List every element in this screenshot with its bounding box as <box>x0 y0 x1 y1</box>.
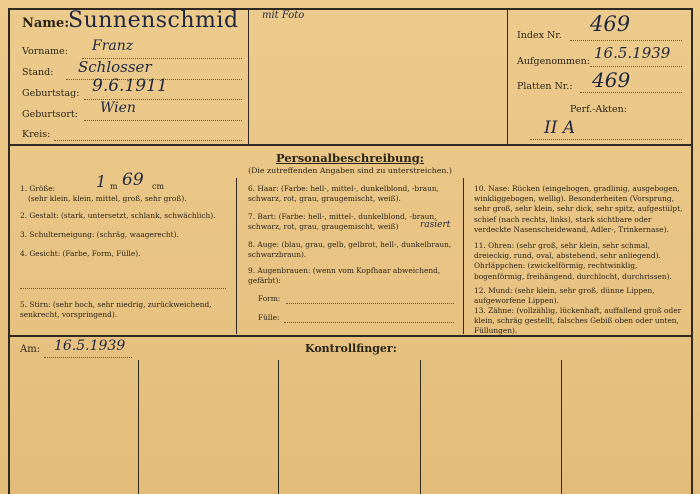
am-label: Am: <box>20 344 41 355</box>
header-divider-2 <box>507 8 508 145</box>
gesicht-item: 4. Gesicht: (Farbe, Form, Fülle). <box>20 249 141 258</box>
am-dots <box>44 357 132 358</box>
platten-label: Platten Nr.: <box>517 81 573 92</box>
kontrollfinger-label: Kontrollfinger: <box>305 342 397 355</box>
size-meter-unit: m <box>110 182 118 191</box>
ohren-item: 11. Ohren: (sehr groß, sehr klein, sehr schmal, dreieckig, rund, oval, abstehend, sehr anliegend). Ohrläppchen: (zwickelförmig, rechtwinklig, bogenförmig, freihängend, durchlocht, durchrissen). <box>474 241 672 281</box>
platten-value: 469 <box>592 68 631 92</box>
bart-note: rasiert <box>420 220 451 230</box>
finger-box-divider-1 <box>138 360 139 494</box>
geburtsort-value: Wien <box>100 100 136 116</box>
aufgenommen-value: 16.5.1939 <box>594 44 671 62</box>
mund-item: 12. Mund: (sehr klein, sehr groß, dünne Lippen, aufgeworfene Lippen). <box>474 286 655 306</box>
personal-title: Personalbeschreibung: <box>275 151 425 165</box>
fulle-dots <box>284 322 454 323</box>
aufgenommen-label: Aufgenommen: <box>517 56 590 67</box>
aufgenommen-dots <box>590 66 682 67</box>
personal-subtitle: (Die zutreffenden Angaben sind zu unterstreichen.) <box>248 166 452 175</box>
name-note: mit Foto <box>262 10 305 21</box>
finger-box-divider-4 <box>561 360 562 494</box>
size-cm-unit: cm <box>152 182 165 191</box>
header-divider-1 <box>248 8 249 145</box>
haar-item: 6. Haar: (Farbe: hell-, mittel-, dunkelblond, -braun, schwarz, rot, grau, graugemischt, weiß). <box>248 184 439 204</box>
vorname-value: Franz <box>92 38 134 54</box>
perf-value: II A <box>544 118 576 138</box>
kreis-dots <box>54 140 242 141</box>
name-label: Name: <box>22 16 70 31</box>
schulter-item: 3. Schulterneigung: (schräg, waagerecht). <box>20 230 179 239</box>
name-value: Sunnenschmid <box>68 8 239 33</box>
zaehne-item: 13. Zähne: (vollzählig, lückenhaft, auffallend groß oder klein, schräg gestellt, falsches Gebiß oben oder unten, Füllungen). <box>474 306 682 336</box>
col-divider-1 <box>236 178 237 334</box>
size-label: 1. Größe: <box>20 184 56 193</box>
form-dots <box>286 303 454 304</box>
fulle-label: Fülle: <box>258 313 280 322</box>
geburtsort-label: Geburtsort: <box>22 109 78 120</box>
kreis-label: Kreis: <box>22 129 51 140</box>
form-label: Form: <box>258 294 281 303</box>
nase-item: 10. Nase: Rücken (eingebogen, gradlinig, ausgebogen, winkliggebogen, wellig). Besonderheiten (Vorsprung, sehr groß, sehr klein, sehr dick, sehr spitz, aufgestülpt, schief (nach rechts, links), stark sichtbare oder verdeckte Nasenscheidewand, Adler-, Trinkernase). <box>474 184 683 234</box>
stand-value: Schlosser <box>78 58 152 76</box>
size-options: (sehr klein, klein, mittel, groß, sehr groß). <box>28 194 187 203</box>
auge-item: 8. Auge: (blau, grau, gelb, gelbrot, hell-, dunkelbraun, schwarzbraun). <box>248 240 452 260</box>
perf-dots <box>530 139 682 140</box>
finger-box-divider-3 <box>420 360 421 494</box>
col-divider-2 <box>463 178 464 334</box>
augenbrauen-item: 9. Augenbrauen: (wenn vom Kopfhaar abweichend, gefärbt): <box>248 266 441 286</box>
stirn-item: 5. Stirn: (sehr hoch, sehr niedrig, zurückweichend, senkrecht, vorspringend). <box>20 300 212 320</box>
bart-item: 7. Bart: (Farbe: hell-, mittel-, dunkelblond, -braun, schwarz, rot, grau, graugemischt, weiß) <box>248 212 437 232</box>
size-cm-value: 69 <box>122 170 144 190</box>
frame-right <box>691 8 693 494</box>
stand-label: Stand: <box>22 67 54 78</box>
geburtstag-value: 9.6.1911 <box>92 76 168 96</box>
am-value: 16.5.1939 <box>54 338 126 354</box>
platten-dots <box>580 92 682 93</box>
header-bottom-rule <box>8 144 692 146</box>
index-dots <box>570 40 682 41</box>
index-label: Index Nr. <box>517 30 562 41</box>
finger-box-divider-2 <box>278 360 279 494</box>
vorname-label: Vorname: <box>22 46 68 57</box>
geburtstag-label: Geburtstag: <box>22 88 80 99</box>
size-meter-value: 1 <box>96 172 107 191</box>
perf-label: Perf.-Akten: <box>570 104 627 115</box>
index-value: 469 <box>590 12 631 36</box>
geburtsort-dots <box>84 120 242 121</box>
frame-left <box>8 8 10 494</box>
gesicht-dots <box>20 288 226 289</box>
gestalt-item: 2. Gestalt: (stark, untersetzt, schlank, schwächlich). <box>20 211 216 220</box>
